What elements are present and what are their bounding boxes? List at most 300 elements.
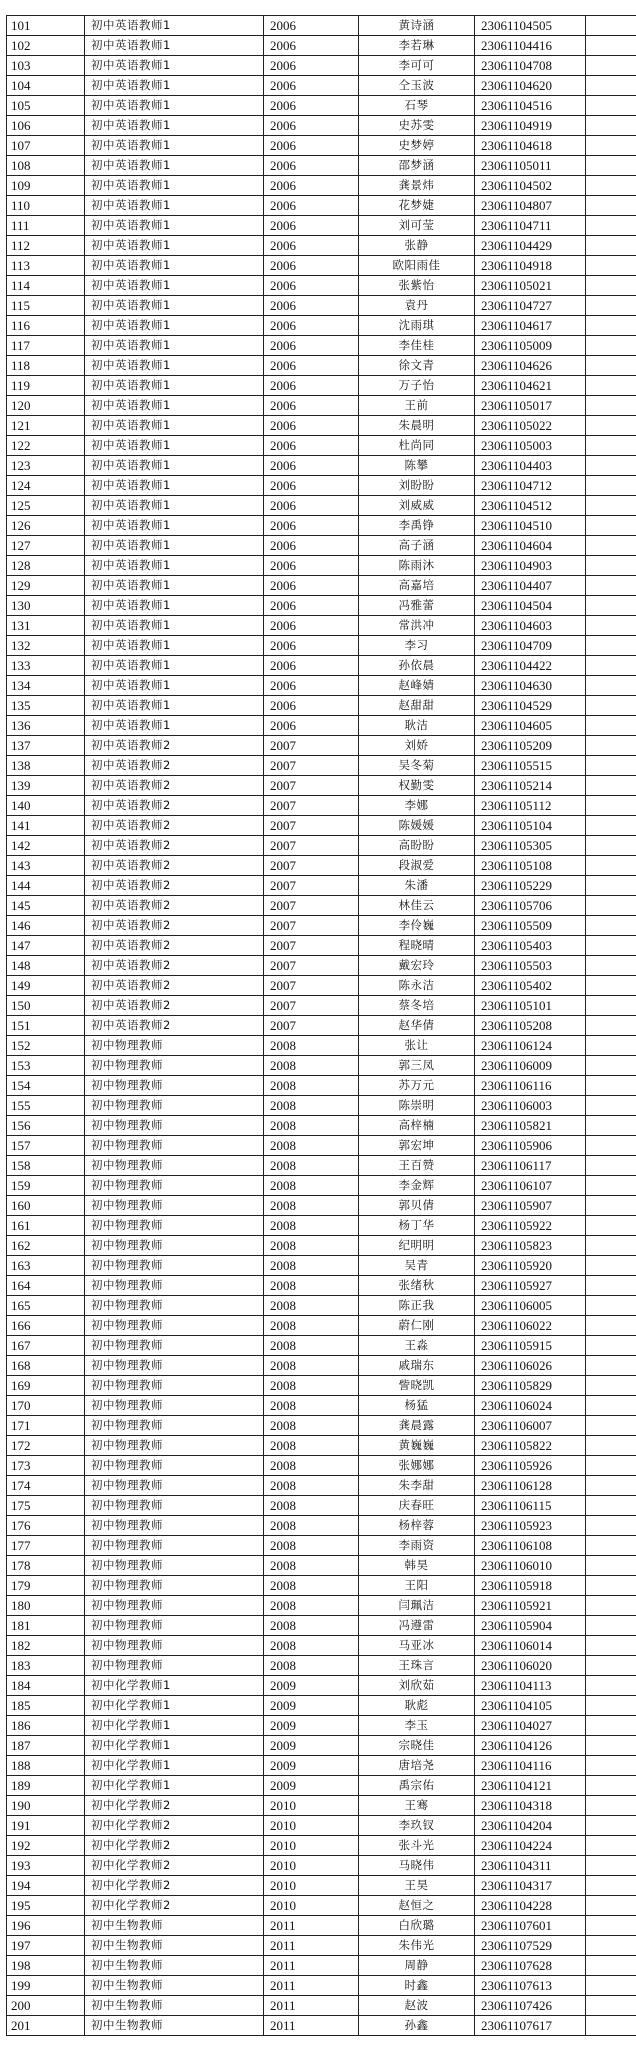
remark-cell: [586, 1216, 636, 1236]
row-number-cell: 157: [7, 1136, 85, 1156]
position-code-cell: 2011: [264, 1976, 359, 1996]
table-row: [7, 636, 636, 656]
admission-ticket-cell: 23061105907: [475, 1196, 586, 1216]
table-row: [7, 916, 636, 936]
position-code-cell: 2006: [264, 376, 359, 396]
admission-ticket-cell: 23061104626: [475, 356, 586, 376]
table-row: [7, 216, 636, 236]
position-code-cell: 2006: [264, 596, 359, 616]
candidate-name-cell: 徐文青: [359, 356, 475, 376]
candidate-name-cell: 张静: [359, 236, 475, 256]
position-name-cell: 初中英语教师1: [85, 296, 264, 316]
position-name-cell: 初中英语教师1: [85, 196, 264, 216]
candidate-name-cell: 李佳桂: [359, 336, 475, 356]
remark-cell: [586, 1176, 636, 1196]
admission-ticket-cell: 23061106010: [475, 1556, 586, 1576]
candidate-name-cell: 李伶巍: [359, 916, 475, 936]
table-row: [7, 836, 636, 856]
admission-ticket-cell: 23061104529: [475, 696, 586, 716]
admission-ticket-cell: 23061105906: [475, 1136, 586, 1156]
remark-cell: [586, 96, 636, 116]
admission-ticket-cell: 23061104603: [475, 616, 586, 636]
table-row: [7, 296, 636, 316]
row-number-cell: 111: [7, 216, 85, 236]
admission-ticket-cell: 23061104318: [475, 1796, 586, 1816]
position-code-cell: 2008: [264, 1056, 359, 1076]
remark-cell: [586, 1496, 636, 1516]
position-code-cell: 2008: [264, 1276, 359, 1296]
position-code-cell: 2007: [264, 736, 359, 756]
table-row: [7, 196, 636, 216]
remark-cell: [586, 36, 636, 56]
row-number-cell: 191: [7, 1816, 85, 1836]
position-name-cell: 初中物理教师: [85, 1136, 264, 1156]
candidate-name-cell: 陈永洁: [359, 976, 475, 996]
table-row: [7, 1796, 636, 1816]
table-row: [7, 1856, 636, 1876]
admission-ticket-cell: 23061106117: [475, 1156, 586, 1176]
candidate-name-cell: 吴冬菊: [359, 756, 475, 776]
admission-ticket-cell: 23061105915: [475, 1336, 586, 1356]
table-row: [7, 1636, 636, 1656]
admission-ticket-cell: 23061104505: [475, 16, 586, 36]
position-code-cell: 2008: [264, 1256, 359, 1276]
admission-ticket-cell: 23061104712: [475, 476, 586, 496]
remark-cell: [586, 576, 636, 596]
candidate-name-cell: 张紫怡: [359, 276, 475, 296]
row-number-cell: 170: [7, 1396, 85, 1416]
row-number-cell: 186: [7, 1716, 85, 1736]
position-code-cell: 2010: [264, 1896, 359, 1916]
remark-cell: [586, 1916, 636, 1936]
table-row: [7, 976, 636, 996]
remark-cell: [586, 1396, 636, 1416]
row-number-cell: 195: [7, 1896, 85, 1916]
table-row: [7, 876, 636, 896]
admission-ticket-cell: 23061105214: [475, 776, 586, 796]
row-number-cell: 142: [7, 836, 85, 856]
candidate-list-body: [7, 16, 636, 2036]
candidate-name-cell: 陈正我: [359, 1296, 475, 1316]
row-number-cell: 134: [7, 676, 85, 696]
candidate-name-cell: 沈雨琪: [359, 316, 475, 336]
position-name-cell: 初中物理教师: [85, 1496, 264, 1516]
position-code-cell: 2008: [264, 1216, 359, 1236]
candidate-name-cell: 赵甜甜: [359, 696, 475, 716]
position-name-cell: 初中物理教师: [85, 1416, 264, 1436]
table-row: [7, 1696, 636, 1716]
row-number-cell: 173: [7, 1456, 85, 1476]
row-number-cell: 144: [7, 876, 85, 896]
candidate-name-cell: 张斗光: [359, 1836, 475, 1856]
admission-ticket-cell: 23061104403: [475, 456, 586, 476]
table-row: [7, 516, 636, 536]
row-number-cell: 152: [7, 1036, 85, 1056]
admission-ticket-cell: 23061104604: [475, 536, 586, 556]
position-name-cell: 初中英语教师1: [85, 696, 264, 716]
table-row: [7, 236, 636, 256]
admission-ticket-cell: 23061104617: [475, 316, 586, 336]
position-code-cell: 2008: [264, 1376, 359, 1396]
position-code-cell: 2010: [264, 1876, 359, 1896]
table-row: [7, 1056, 636, 1076]
position-name-cell: 初中英语教师1: [85, 356, 264, 376]
admission-ticket-cell: 23061104919: [475, 116, 586, 136]
position-code-cell: 2008: [264, 1636, 359, 1656]
position-name-cell: 初中英语教师2: [85, 956, 264, 976]
position-code-cell: 2006: [264, 236, 359, 256]
position-code-cell: 2009: [264, 1676, 359, 1696]
remark-cell: [586, 496, 636, 516]
remark-cell: [586, 76, 636, 96]
row-number-cell: 120: [7, 396, 85, 416]
position-name-cell: 初中英语教师1: [85, 536, 264, 556]
position-name-cell: 初中化学教师1: [85, 1776, 264, 1796]
candidate-name-cell: 龚景炜: [359, 176, 475, 196]
position-name-cell: 初中英语教师1: [85, 76, 264, 96]
candidate-name-cell: 刘欣茹: [359, 1676, 475, 1696]
candidate-name-cell: 周静: [359, 1956, 475, 1976]
row-number-cell: 188: [7, 1756, 85, 1776]
position-name-cell: 初中生物教师: [85, 1936, 264, 1956]
admission-ticket-cell: 23061105904: [475, 1616, 586, 1636]
admission-ticket-cell: 23061104708: [475, 56, 586, 76]
candidate-name-cell: 常洪冲: [359, 616, 475, 636]
row-number-cell: 183: [7, 1656, 85, 1676]
table-row: [7, 1116, 636, 1136]
position-code-cell: 2006: [264, 76, 359, 96]
table-row: [7, 696, 636, 716]
remark-cell: [586, 356, 636, 376]
table-row: [7, 1556, 636, 1576]
position-code-cell: 2006: [264, 416, 359, 436]
admission-ticket-cell: 23061105822: [475, 1436, 586, 1456]
candidate-name-cell: 黄诗涵: [359, 16, 475, 36]
row-number-cell: 125: [7, 496, 85, 516]
remark-cell: [586, 696, 636, 716]
admission-ticket-cell: 23061104416: [475, 36, 586, 56]
remark-cell: [586, 716, 636, 736]
table-row: [7, 476, 636, 496]
position-name-cell: 初中英语教师1: [85, 256, 264, 276]
candidate-name-cell: 李玉: [359, 1716, 475, 1736]
table-row: [7, 1036, 636, 1056]
candidate-name-cell: 欧阳雨佳: [359, 256, 475, 276]
admission-ticket-cell: 23061105515: [475, 756, 586, 776]
remark-cell: [586, 1376, 636, 1396]
position-name-cell: 初中英语教师2: [85, 1016, 264, 1036]
position-code-cell: 2008: [264, 1076, 359, 1096]
position-name-cell: 初中英语教师1: [85, 676, 264, 696]
remark-cell: [586, 856, 636, 876]
row-number-cell: 102: [7, 36, 85, 56]
position-code-cell: 2008: [264, 1536, 359, 1556]
table-row: [7, 576, 636, 596]
candidate-name-cell: 王淼: [359, 1336, 475, 1356]
remark-cell: [586, 456, 636, 476]
position-code-cell: 2007: [264, 856, 359, 876]
position-code-cell: 2006: [264, 216, 359, 236]
candidate-name-cell: 李娜: [359, 796, 475, 816]
candidate-name-cell: 杨梓蓉: [359, 1516, 475, 1536]
row-number-cell: 199: [7, 1976, 85, 1996]
remark-cell: [586, 636, 636, 656]
row-number-cell: 129: [7, 576, 85, 596]
position-code-cell: 2009: [264, 1756, 359, 1776]
position-name-cell: 初中物理教师: [85, 1156, 264, 1176]
candidate-name-cell: 耿洁: [359, 716, 475, 736]
position-name-cell: 初中物理教师: [85, 1176, 264, 1196]
admission-ticket-cell: 23061105509: [475, 916, 586, 936]
remark-cell: [586, 1516, 636, 1536]
candidate-name-cell: 李习: [359, 636, 475, 656]
row-number-cell: 141: [7, 816, 85, 836]
row-number-cell: 140: [7, 796, 85, 816]
position-name-cell: 初中物理教师: [85, 1636, 264, 1656]
candidate-name-cell: 龚晨露: [359, 1416, 475, 1436]
position-name-cell: 初中英语教师2: [85, 916, 264, 936]
position-name-cell: 初中英语教师1: [85, 176, 264, 196]
table-row: [7, 1156, 636, 1176]
candidate-name-cell: 马晓伟: [359, 1856, 475, 1876]
position-code-cell: 2007: [264, 876, 359, 896]
position-name-cell: 初中化学教师2: [85, 1876, 264, 1896]
admission-ticket-cell: 23061104116: [475, 1756, 586, 1776]
row-number-cell: 163: [7, 1256, 85, 1276]
position-name-cell: 初中化学教师2: [85, 1896, 264, 1916]
table-row: [7, 1016, 636, 1036]
position-name-cell: 初中物理教师: [85, 1356, 264, 1376]
candidate-name-cell: 耿彪: [359, 1696, 475, 1716]
position-code-cell: 2007: [264, 996, 359, 1016]
row-number-cell: 107: [7, 136, 85, 156]
admission-ticket-cell: 23061105503: [475, 956, 586, 976]
remark-cell: [586, 976, 636, 996]
table-row: [7, 1376, 636, 1396]
position-code-cell: 2010: [264, 1816, 359, 1836]
table-row: [7, 536, 636, 556]
position-name-cell: 初中物理教师: [85, 1056, 264, 1076]
table-row: [7, 656, 636, 676]
admission-ticket-cell: 23061104027: [475, 1716, 586, 1736]
row-number-cell: 161: [7, 1216, 85, 1236]
admission-ticket-cell: 23061106003: [475, 1096, 586, 1116]
row-number-cell: 105: [7, 96, 85, 116]
admission-ticket-cell: 23061104903: [475, 556, 586, 576]
position-code-cell: 2006: [264, 336, 359, 356]
position-code-cell: 2008: [264, 1196, 359, 1216]
table-row: [7, 36, 636, 56]
row-number-cell: 193: [7, 1856, 85, 1876]
admission-ticket-cell: 23061105021: [475, 276, 586, 296]
position-name-cell: 初中物理教师: [85, 1236, 264, 1256]
position-name-cell: 初中英语教师2: [85, 976, 264, 996]
row-number-cell: 128: [7, 556, 85, 576]
position-code-cell: 2006: [264, 296, 359, 316]
position-name-cell: 初中英语教师2: [85, 936, 264, 956]
admission-ticket-cell: 23061105011: [475, 156, 586, 176]
row-number-cell: 181: [7, 1616, 85, 1636]
remark-cell: [586, 1796, 636, 1816]
candidate-name-cell: 王骞: [359, 1796, 475, 1816]
position-name-cell: 初中英语教师2: [85, 776, 264, 796]
candidate-name-cell: 马亚冰: [359, 1636, 475, 1656]
remark-cell: [586, 1256, 636, 1276]
candidate-name-cell: 杜尚同: [359, 436, 475, 456]
position-code-cell: 2008: [264, 1556, 359, 1576]
table-row: [7, 416, 636, 436]
remark-cell: [586, 416, 636, 436]
candidate-name-cell: 孙鑫: [359, 2016, 475, 2036]
table-row: [7, 1896, 636, 1916]
admission-ticket-cell: 23061106005: [475, 1296, 586, 1316]
row-number-cell: 118: [7, 356, 85, 376]
remark-cell: [586, 136, 636, 156]
table-row: [7, 676, 636, 696]
position-name-cell: 初中生物教师: [85, 1996, 264, 2016]
remark-cell: [586, 1696, 636, 1716]
remark-cell: [586, 556, 636, 576]
remark-cell: [586, 476, 636, 496]
position-code-cell: 2008: [264, 1036, 359, 1056]
admission-ticket-cell: 23061107617: [475, 2016, 586, 2036]
row-number-cell: 147: [7, 936, 85, 956]
position-name-cell: 初中物理教师: [85, 1076, 264, 1096]
position-name-cell: 初中英语教师1: [85, 556, 264, 576]
table-row: [7, 96, 636, 116]
admission-ticket-cell: 23061106115: [475, 1496, 586, 1516]
candidate-name-cell: 陈媛媛: [359, 816, 475, 836]
admission-ticket-cell: 23061107601: [475, 1916, 586, 1936]
table-row: [7, 1136, 636, 1156]
position-code-cell: 2010: [264, 1856, 359, 1876]
remark-cell: [586, 1736, 636, 1756]
position-name-cell: 初中物理教师: [85, 1556, 264, 1576]
admission-ticket-cell: 23061105923: [475, 1516, 586, 1536]
position-name-cell: 初中化学教师2: [85, 1836, 264, 1856]
remark-cell: [586, 956, 636, 976]
row-number-cell: 190: [7, 1796, 85, 1816]
admission-ticket-cell: 23061105921: [475, 1596, 586, 1616]
row-number-cell: 146: [7, 916, 85, 936]
table-row: [7, 496, 636, 516]
row-number-cell: 174: [7, 1476, 85, 1496]
position-code-cell: 2006: [264, 496, 359, 516]
remark-cell: [586, 1656, 636, 1676]
candidate-name-cell: 蔡冬培: [359, 996, 475, 1016]
row-number-cell: 132: [7, 636, 85, 656]
position-name-cell: 初中英语教师2: [85, 796, 264, 816]
admission-ticket-cell: 23061105104: [475, 816, 586, 836]
candidate-name-cell: 史苏雯: [359, 116, 475, 136]
position-name-cell: 初中物理教师: [85, 1376, 264, 1396]
table-row: [7, 616, 636, 636]
remark-cell: [586, 616, 636, 636]
remark-cell: [586, 116, 636, 136]
admission-ticket-cell: 23061106108: [475, 1536, 586, 1556]
row-number-cell: 177: [7, 1536, 85, 1556]
position-code-cell: 2006: [264, 276, 359, 296]
position-name-cell: 初中英语教师2: [85, 836, 264, 856]
row-number-cell: 180: [7, 1596, 85, 1616]
candidate-name-cell: 王珠言: [359, 1656, 475, 1676]
position-code-cell: 2008: [264, 1356, 359, 1376]
position-code-cell: 2007: [264, 816, 359, 836]
remark-cell: [586, 336, 636, 356]
remark-cell: [586, 396, 636, 416]
row-number-cell: 114: [7, 276, 85, 296]
position-name-cell: 初中英语教师1: [85, 36, 264, 56]
position-code-cell: 2006: [264, 476, 359, 496]
position-name-cell: 初中英语教师1: [85, 516, 264, 536]
candidate-name-cell: 朱李甜: [359, 1476, 475, 1496]
table-row: [7, 1296, 636, 1316]
admission-ticket-cell: 23061106009: [475, 1056, 586, 1076]
admission-ticket-cell: 23061104105: [475, 1696, 586, 1716]
admission-ticket-cell: 23061105112: [475, 796, 586, 816]
table-row: [7, 1916, 636, 1936]
candidate-name-cell: 杨丁华: [359, 1216, 475, 1236]
table-row: [7, 1976, 636, 1996]
admission-ticket-cell: 23061105920: [475, 1256, 586, 1276]
admission-ticket-cell: 23061107529: [475, 1936, 586, 1956]
row-number-cell: 116: [7, 316, 85, 336]
table-row: [7, 176, 636, 196]
position-name-cell: 初中英语教师1: [85, 16, 264, 36]
admission-ticket-cell: 23061104504: [475, 596, 586, 616]
table-row: [7, 756, 636, 776]
position-code-cell: 2007: [264, 776, 359, 796]
admission-ticket-cell: 23061105922: [475, 1216, 586, 1236]
position-code-cell: 2006: [264, 556, 359, 576]
table-row: [7, 596, 636, 616]
row-number-cell: 124: [7, 476, 85, 496]
position-name-cell: 初中英语教师1: [85, 656, 264, 676]
remark-cell: [586, 1636, 636, 1656]
remark-cell: [586, 1116, 636, 1136]
table-row: [7, 1596, 636, 1616]
candidate-name-cell: 仝玉波: [359, 76, 475, 96]
remark-cell: [586, 896, 636, 916]
remark-cell: [586, 1576, 636, 1596]
table-row: [7, 1536, 636, 1556]
position-name-cell: 初中化学教师1: [85, 1736, 264, 1756]
admission-ticket-cell: 23061104711: [475, 216, 586, 236]
position-code-cell: 2008: [264, 1336, 359, 1356]
row-number-cell: 131: [7, 616, 85, 636]
position-code-cell: 2006: [264, 436, 359, 456]
remark-cell: [586, 236, 636, 256]
row-number-cell: 200: [7, 1996, 85, 2016]
position-name-cell: 初中英语教师1: [85, 136, 264, 156]
admission-ticket-cell: 23061107613: [475, 1976, 586, 1996]
position-code-cell: 2008: [264, 1296, 359, 1316]
remark-cell: [586, 1756, 636, 1776]
admission-ticket-cell: 23061106014: [475, 1636, 586, 1656]
candidate-name-cell: 王前: [359, 396, 475, 416]
position-name-cell: 初中英语教师1: [85, 396, 264, 416]
row-number-cell: 197: [7, 1936, 85, 1956]
remark-cell: [586, 1416, 636, 1436]
position-code-cell: 2008: [264, 1516, 359, 1536]
table-row: [7, 436, 636, 456]
position-name-cell: 初中物理教师: [85, 1456, 264, 1476]
position-code-cell: 2007: [264, 936, 359, 956]
table-row: [7, 956, 636, 976]
position-code-cell: 2008: [264, 1136, 359, 1156]
remark-cell: [586, 176, 636, 196]
position-name-cell: 初中物理教师: [85, 1296, 264, 1316]
